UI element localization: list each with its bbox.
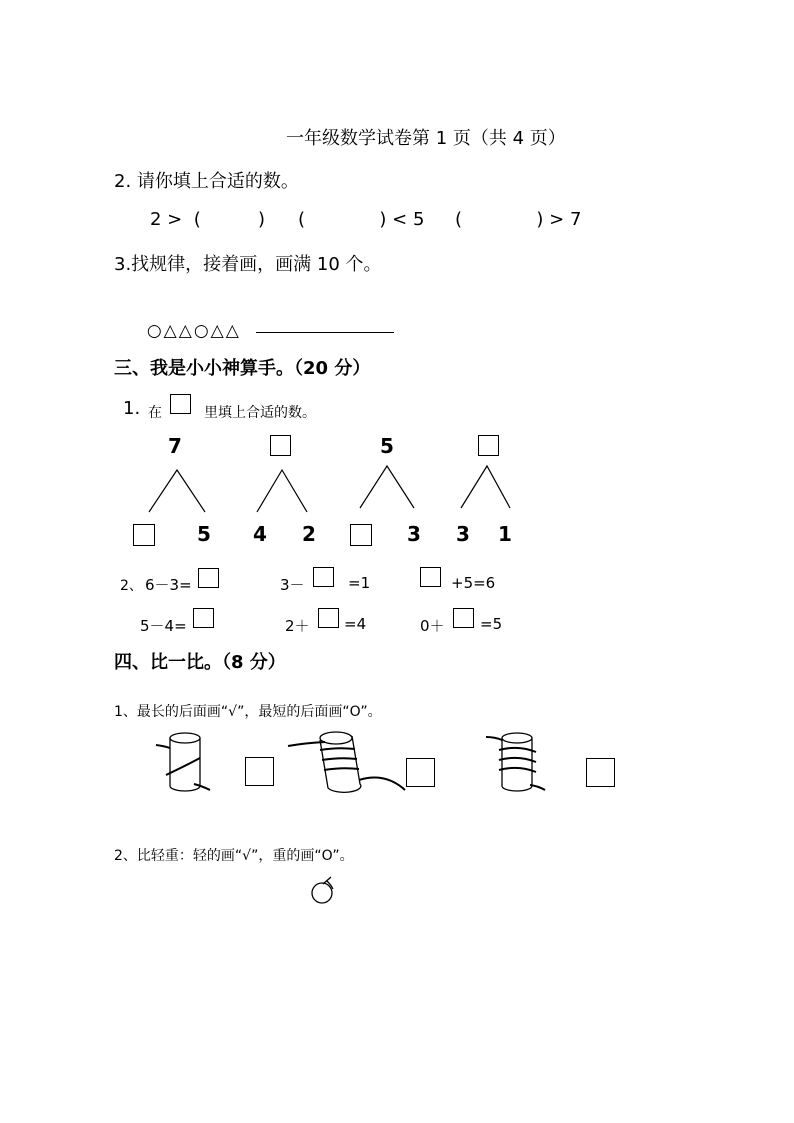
- tree-1-top: 7: [168, 434, 182, 458]
- equation-4: 5－4=: [140, 617, 187, 635]
- equation-2-left: 3－: [280, 576, 305, 594]
- circle-shape: ○: [193, 321, 211, 341]
- page-header: 一年级数学试卷第 1 页（共 4 页）: [286, 128, 566, 149]
- item-1-text: 里填上合适的数。: [204, 405, 316, 421]
- inequality-1: 2 > ( ): [150, 209, 265, 230]
- equation-1: 6－3=: [145, 576, 192, 594]
- triangle-shape: △: [178, 321, 194, 341]
- equation-2-right: =1: [348, 574, 371, 592]
- tree-4-right: 1: [498, 522, 512, 546]
- equation-6-left: 0＋: [420, 617, 445, 635]
- compare-item-2: 2、比轻重：轻的画“√”，重的画“O”。: [114, 848, 354, 864]
- section-3-title: 三、我是小小神算手。（20 分）: [114, 358, 371, 379]
- item-1-in: 在: [148, 405, 162, 421]
- triangle-shape: △: [225, 321, 241, 341]
- item-2-label: 2、: [120, 578, 143, 594]
- question-2-title: 2. 请你填上合适的数。: [114, 171, 299, 192]
- tree-2-right: 2: [302, 522, 316, 546]
- tree-3-right: 3: [407, 522, 421, 546]
- circle-shape: ○: [146, 321, 164, 341]
- equation-5-left: 2＋: [285, 617, 310, 635]
- question-3-title: 3.找规律，接着画，画满 10 个。: [114, 254, 382, 275]
- triangle-shape: △: [210, 321, 226, 341]
- compare-item-1: 1、最长的后面画“√”，最短的后面画“O”。: [114, 704, 382, 720]
- section-4-title: 四、比一比。（8 分）: [114, 652, 286, 673]
- tree-4-left: 3: [456, 522, 470, 546]
- inequality-2: ( ) < 5: [298, 209, 425, 230]
- triangle-shape: △: [163, 321, 179, 341]
- item-1-number: 1.: [123, 398, 141, 419]
- tree-3-top: 5: [380, 434, 394, 458]
- equation-3: +5=6: [451, 574, 496, 592]
- tree-1-right: 5: [197, 522, 211, 546]
- tree-2-left: 4: [253, 522, 267, 546]
- equation-6-right: =5: [480, 615, 503, 633]
- equation-5-right: =4: [344, 615, 367, 633]
- inequality-3: ( ) > 7: [455, 209, 582, 230]
